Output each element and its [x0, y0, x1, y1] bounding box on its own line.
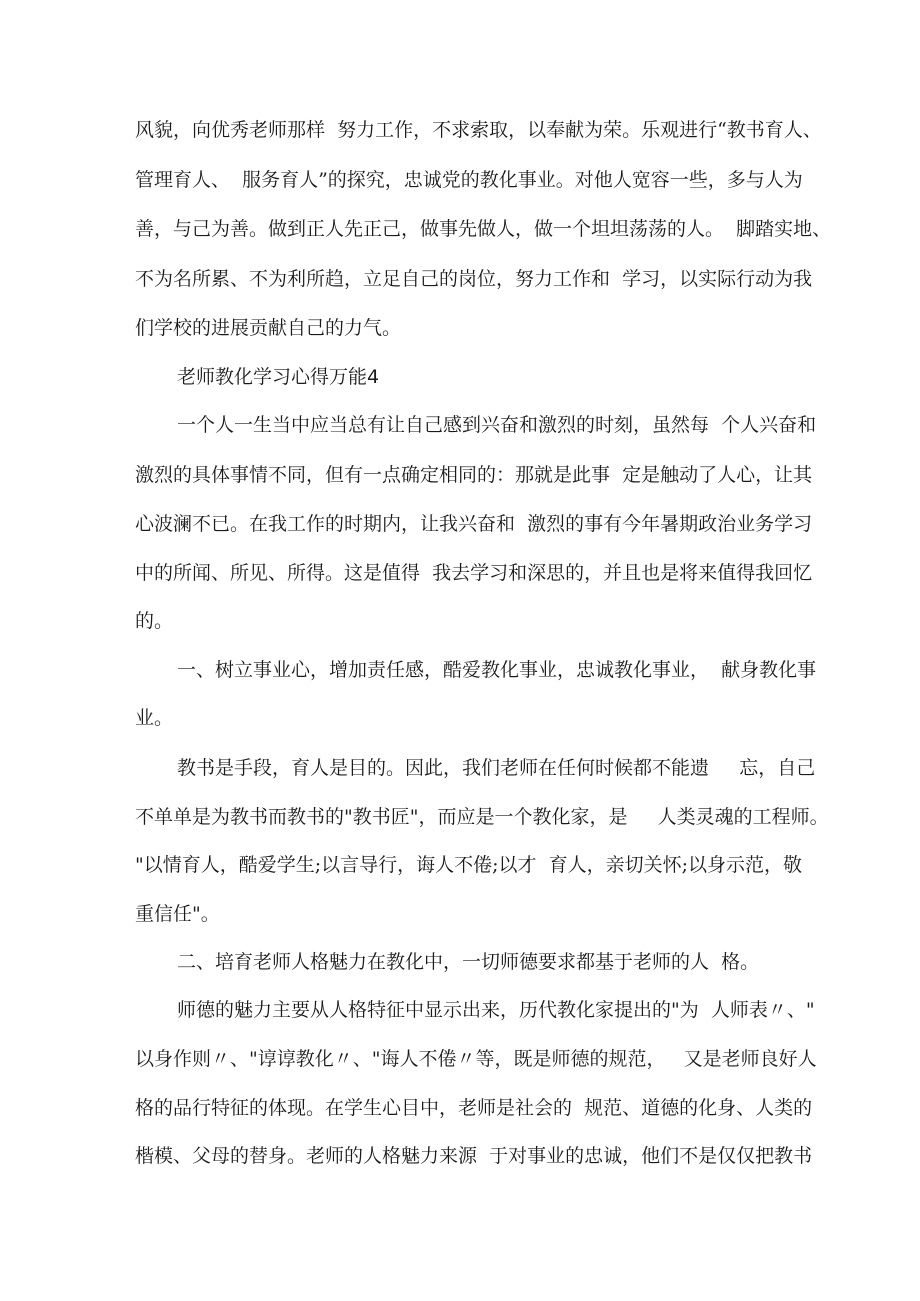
- paragraph-line: 不为名所累、不为利所趋，立足自己的岗位，努力工作和 学习，以实际行动为我: [135, 268, 813, 290]
- paragraph-line: 二、培育老师人格魅力在教化中，一切师德要求都基于老师的人 格。: [177, 951, 760, 973]
- paragraph-line: 师德的魅力主要从人格特征中显示出来，历代教化家提出的"为 人师表〃、": [177, 999, 815, 1021]
- paragraph-line: 以身作则〃、"谆谆教化〃、"诲人不倦〃等，既是师德的规范， 又是老师良好人: [135, 1048, 817, 1070]
- paragraph-line: 教书是手段，育人是目的。因此，我们老师在任何时候都不能遗 忘，自己: [177, 757, 816, 779]
- paragraph-line: 一个人一生当中应当总有让自己感到兴奋和激烈的时刻，虽然每 个人兴奋和: [177, 414, 817, 436]
- paragraph-line: 楷模、父母的替身。老师的人格魅力来源 于对事业的忠诚，他们不是仅仅把教书: [135, 1145, 813, 1167]
- paragraph-line: 业。: [135, 707, 174, 729]
- paragraph-line: 的。: [135, 610, 174, 632]
- paragraph-line: 们学校的进展贡献自己的力气。: [135, 317, 402, 339]
- paragraph-line: 重信任"。: [135, 903, 220, 925]
- paragraph-line: 心波澜不已。在我工作的时期内，让我兴奋和 激烈的事有今年暑期政治业务学习: [135, 513, 813, 535]
- paragraph-line: 格的品行特征的体现。在学生心目中，老师是社会的 规范、道德的化身、人类的: [135, 1097, 813, 1119]
- paragraph-line: "以情育人，酷爱学生;以言导行，诲人不倦;以才 育人，亲切关怀;以身示范，敬: [135, 854, 803, 876]
- paragraph-line: 善，与己为善。做到正人先正己，做事先做人，做一个坦坦荡荡的人。 脚踏实地、: [135, 218, 832, 240]
- paragraph-line: 管理育人、 服务育人”的探究，忠诚党的教化事业。对他人宽容一些，多与人为: [135, 169, 803, 191]
- paragraph-line: 风貌，向优秀老师那样 努力工作，不求索取，以奉献为荣。乐观进行“教书育人、: [135, 119, 822, 141]
- section-heading: 老师教化学习心得万能4: [177, 366, 380, 388]
- paragraph-line: 一、树立事业心，增加责任感，酷爱教化事业，忠诚教化事业， 献身教化事: [177, 659, 817, 681]
- paragraph-line: 不单单是为教书而教书的"教书匠"，而应是一个教化家，是 人类灵魂的工程师。: [135, 806, 829, 828]
- paragraph-line: 中的所闻、所见、所得。这是值得 我去学习和深思的，并且也是将来值得我回忆: [135, 562, 813, 584]
- paragraph-line: 激烈的具体事情不同，但有一点确定相同的：那就是此事 定是触动了人心，让其: [135, 464, 813, 486]
